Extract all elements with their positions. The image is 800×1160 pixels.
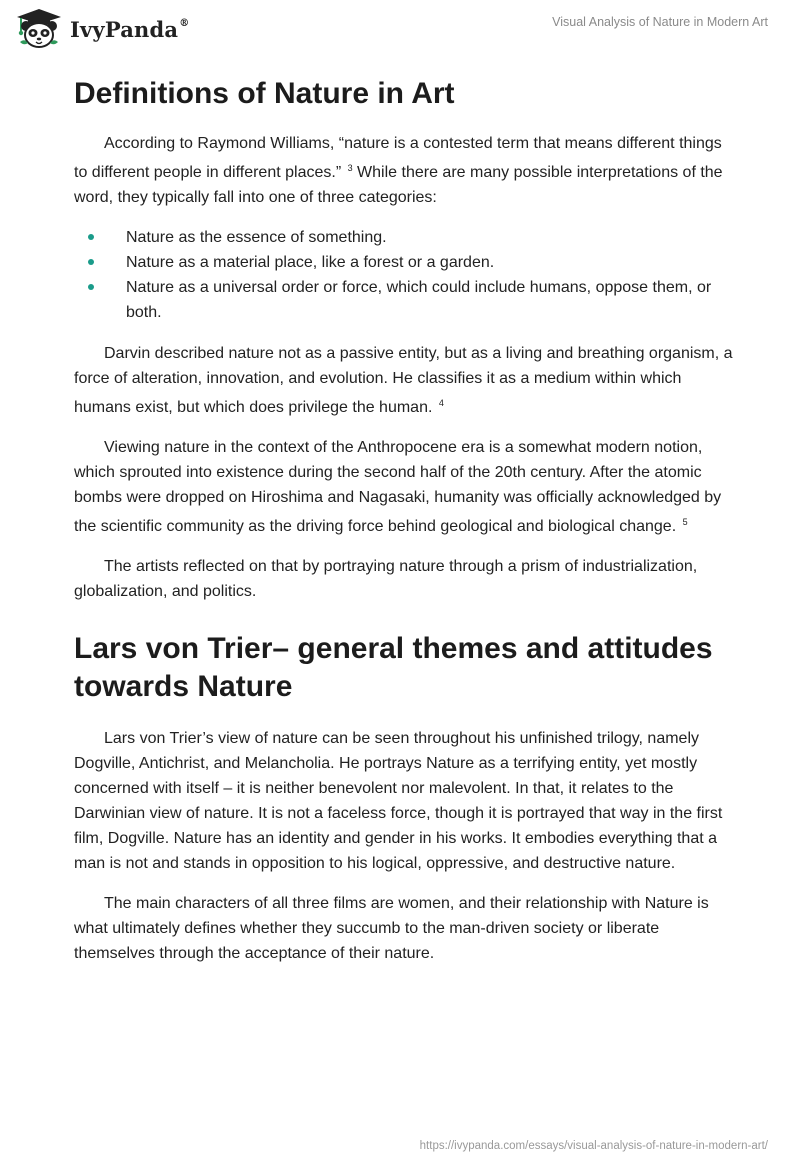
page-header [0, 0, 800, 60]
list-item-text: Nature as a universal order or force, which could include humans, oppose them, or both. [126, 279, 712, 321]
list-item-text: Nature as the essence of something. [126, 229, 387, 246]
source-url-link[interactable]: https://ivypanda.com/essays/visual-analysis-of-nature-in-modern-art/ [419, 1140, 768, 1152]
document-title: Visual Analysis of Nature in Modern Art [552, 15, 768, 29]
paragraph [74, 435, 734, 539]
section-heading-definitions: Definitions of Nature in Art [74, 77, 455, 110]
list-item [74, 250, 734, 275]
bullet-icon [88, 234, 94, 240]
footnote-ref[interactable]: 4 [438, 398, 444, 408]
paragraph-text: According to Raymond Williams, “nature is a contested term that means different things to different people in different places.” [74, 135, 722, 181]
bullet-icon [88, 284, 94, 290]
list-item [74, 225, 734, 250]
paragraph [74, 341, 734, 420]
paragraph: The main characters of all three films are women, and their relationship with Nature is what ultimately defines whether they succumb to the man-driven society or liberate themselves through the acceptance of their nature. [74, 895, 709, 962]
footnote-ref[interactable]: 5 [682, 517, 688, 527]
brand-name [70, 17, 189, 42]
panda-graduate-icon [14, 8, 64, 50]
ivypanda-logo[interactable] [14, 8, 189, 50]
paragraph: The artists reflected on that by portraying nature through a prism of industrialization, globalization, and politics. [74, 558, 698, 600]
essay-content [74, 70, 734, 981]
paragraph: Lars von Trier’s view of nature can be seen throughout his unfinished trilogy, namely Dogville, Antichrist, and Melancholia. He portrays Nature as a terrifying entity, yet mostly concerned with itself – it is neither benevolent nor malevolent. In that, it relates to the Darwinian view of nature. It is not a faceless force, though it is portrayed that way in the first film, Dogville. Nature has an identity and gender in his works. It embodies everything that a man is not and stands in opposition to his logical, oppressive, and destructive nature. [74, 730, 723, 872]
paragraph [74, 131, 734, 210]
section-heading-lars-von-trier: Lars von Trier– general themes and attitudes towards Nature [74, 632, 713, 703]
registered-mark: ® [179, 17, 190, 29]
paragraph-text: Darvin described nature not as a passive entity, but as a living and breathing organism, a force of alteration, innovation, and evolution. He classifies it as a medium within which humans exist, but which does privilege the human. [74, 345, 733, 416]
brand-text: IvyPanda [70, 16, 179, 42]
paragraph-text: Viewing nature in the context of the Anthropocene era is a somewhat modern notion, which sprouted into existence during the second half of the 20th century. After the atomic bombs were dropped on Hiroshima and Nagasaki, humanity was officially acknowledged by the scientific community as the driving force behind geological and biological change. [74, 439, 722, 535]
list-item [74, 275, 734, 325]
bullet-list [74, 225, 734, 325]
paragraph-text: While there are many possible interpretations of the word, they typically fall into one of three categories: [74, 164, 723, 206]
list-item-text: Nature as a material place, like a forest or a garden. [126, 254, 495, 271]
footnote-ref[interactable]: 3 [347, 163, 353, 173]
bullet-icon [88, 259, 94, 265]
